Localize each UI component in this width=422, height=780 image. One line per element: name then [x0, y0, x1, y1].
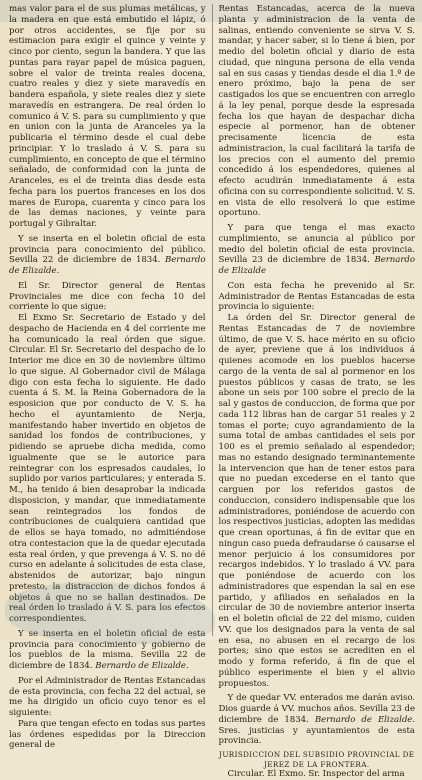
left-paragraph-6: Por el Administrador de Rentas Estancadas de esta provincia, con fecha 22 del actual, se me ha dirigido un oficio cuyo tenor es el siguiente: — [9, 675, 206, 718]
columns — [9, 4, 415, 779]
right-paragraph-2-signature: Bernardo de Elizalde — [218, 255, 415, 276]
right-paragraph-6: Circular. El Exmo. Sr. Inspector del arma — [227, 769, 405, 779]
right-paragraph-3: Con esta fecha he prevenido al Sr. Administrador de Rentas Estancadas de esta provincia lo siguiente: — [218, 280, 415, 313]
right-paragraph-5 — [219, 693, 416, 747]
right-paragraph-5-signature: Bernardo de Elizalde. — [314, 714, 415, 725]
right-column — [218, 4, 416, 779]
right-paragraph-1: Rentas Estancadas, acerca de la nueva planta y administracion de la venta de salinas, entiendo conveniente se sirva V. S. mandar, y hacer saber, si lo tiene á bien, por medio del boletin oficial y diario de esta ciudad, que ninguna persona de ella venda sal en sus casas y tiendas desde el dia 1.º de enero próximo, bajo la pena de ser castigados los que se encuentren con arreglo á la ley penal, porque desde la espresada fecha los que hayan de despachar dicha especie al pormenor, han de obtener precisamente licencia de esta administracion, la cual facilitará la tarifa de los precios con el aumento del premio concedido á los espendedores, quienes al efecto acudirán inmediatamente á esta oficina con su correspondiente solicitud. V. S. en vista de ello resolverá lo que estime oportuno. — [218, 4, 415, 219]
right-paragraph-5-text: Y de quedar VV. enterados me darán aviso. Dios guarde á VV. muchos años. Sevilla 23 de diciembre de 1834. — [218, 693, 415, 725]
column-divider — [212, 4, 213, 636]
left-paragraph-7: Para que tengan efecto en todas sus partes las órdenes espedidas por la Direccion general de — [9, 718, 206, 751]
left-paragraph-4: El Exmo Sr. Secretario de Estado y del despacho de Hacienda en 4 del corriente me ha comunicado la real órden que sigue. Circular. El Sr. Secretario del despacho de lo Interior me dice en 30 de noviembre último lo que sigue. Al Gobernador civil de Málaga digo con esta fecha lo siguiente. He dado cuenta á S. M. la Reina Gobernadora de la esposicion que por conducto de V. S. ha hecho el ayuntamiento de Nerja, manifestando haber invertido en objetos de sanidad los fondos de contribuciones, y pidiendo se apruebe dicha medida, como igualmente que se le autorice para reintegrar con los espresados caudales, lo suplido por varios particulares; y enterada S. M., ha tenido á bien desaprobar la indicada disposicion, y mandar, que inmediatamente sean reintegrados los fondos de contribuciones de cualquiera cantidad que de ellos se haya tomado, no admitiéndose otra contestacion que la de quedar ejecutada esta real órden, y que prevenga á V. S. no dé curso en adelante á solicitudes de esta clase, abstenidos de autorizar, bajo ningun pretesto, la distraccion de dichos fondos á objetos á que no se hallan destinados. De real órden lo traslado á V. S. para los efectos correspondientes. — [9, 313, 206, 624]
left-paragraph-2 — [9, 234, 206, 277]
left-paragraph-2-signature: Bernardo de Elizalde. — [9, 255, 206, 276]
right-paragraph-4: La órden del Sr. Director general de Rentas Estancadas de 7 de noviembre último, de que V. S. hace mérito en su oficio de ayer, previene que á los individuos á quienes acomode en los pueblos hacerse cargo de la venta de sal al pormenor en los puestos públicos y casas de trato, se les abone un seis por 100 sobre el precio de la sal y gastos de conduccion, de forma que por cada 112 libras han de cargar 51 reales y 2 tomas el porte; cuyo agrandamiento de la suma total de ambas cantidades el seis por 100 es el premio señalado al espendedor; mas no estando designado terminantemente la intervencion que han de tener estos para que no puedan excederse en el tanto que carguen por los referidos gastos de conduccion, considero indispensable que los administradores, poniéndose de acuerdo con los respectivos justicias, adopten las medidas que crean oportunas, á fin de evitar que en ningun caso pueda defraudarse ó causarse el menor perjuicio á los consumidores por recargos indebidos. Y lo traslado á VV. para que poniéndose de acuerdo con los administradores que espendan la sal en ese partido, y afiliados en señalados en la circular de 30 de noviembre anterior inserta en el boletin oficial de 22 del mismo, cuiden VV. que los designados para la venta de sal en esa, no abusen en el recargo de los portes; sino que estos se acrediten en el modo y forma referido, á fin de que el público esperimente el bien y el alivio propuestos. — [218, 313, 415, 689]
left-column — [9, 4, 206, 751]
right-paragraph-2 — [219, 223, 416, 277]
left-paragraph-2-text: Y se inserta en el boletin oficial de esta provincia para conocimiento del público. Sevilla 22 de diciembre de 1834. — [9, 233, 206, 266]
right-paragraph-5-tail: Sres. justicias y ayuntamientos de esta provincia. — [218, 725, 415, 747]
left-paragraph-1: mas valor para el de sus plumas metálicas, y la madera en que está embutido el lápiz, ó por otros accidentes, se fije por su estimacion para exigir el quince y veinte y cinco por ciento, segun la bandera. Y que las puntas para rayar papel de música paguen, sobre el valor de treinta reales docena, cuatro reales y diez y siete maravedís en bandera española, y siete reales diez y siete maravedís en estrangera. De real órden lo comunico á V. S. para su cumplimiento y que en union con la junta de Aranceles ya la publicaria el término desde el cual debe principiar. Y lo traslado á V. S. para su cumplimiento, en concepto de que el término señalado, de conformidad con la junta de Aranceles, es el de treinta dias desde esta fecha para los puertos franceses en los dos mares de Europa, cuarenta y cinco para los de las demas naciones, y veinte para portugal y Gibraltar. — [9, 4, 206, 229]
right-paragraph-2-text: Y para que tenga el mas exacto cumplimiento, se anuncia al público por medio del boletin oficial de esta provincia. Sevilla 23 de diciembre de 1834. — [218, 223, 415, 266]
section-heading: JURISDICCION DEL SUBSIDIO PROVINCIAL DE JEREZ DE LA FRONTERA. — [219, 750, 415, 769]
left-paragraph-3: El Sr. Director general de Rentas Provinciales me dice con fecha 10 del corriente lo que sigue: — [9, 280, 206, 313]
left-paragraph-5 — [9, 629, 206, 672]
left-paragraph-5-signature: Bernardo de Elizalde. — [95, 661, 189, 671]
left-paragraph-5-text: Y se inserta en el boletin oficial de esta provincia para conocimiento y gobierno de los pueblos de la misma. Sevilla 22 de diciembre de 1834. — [9, 628, 206, 671]
